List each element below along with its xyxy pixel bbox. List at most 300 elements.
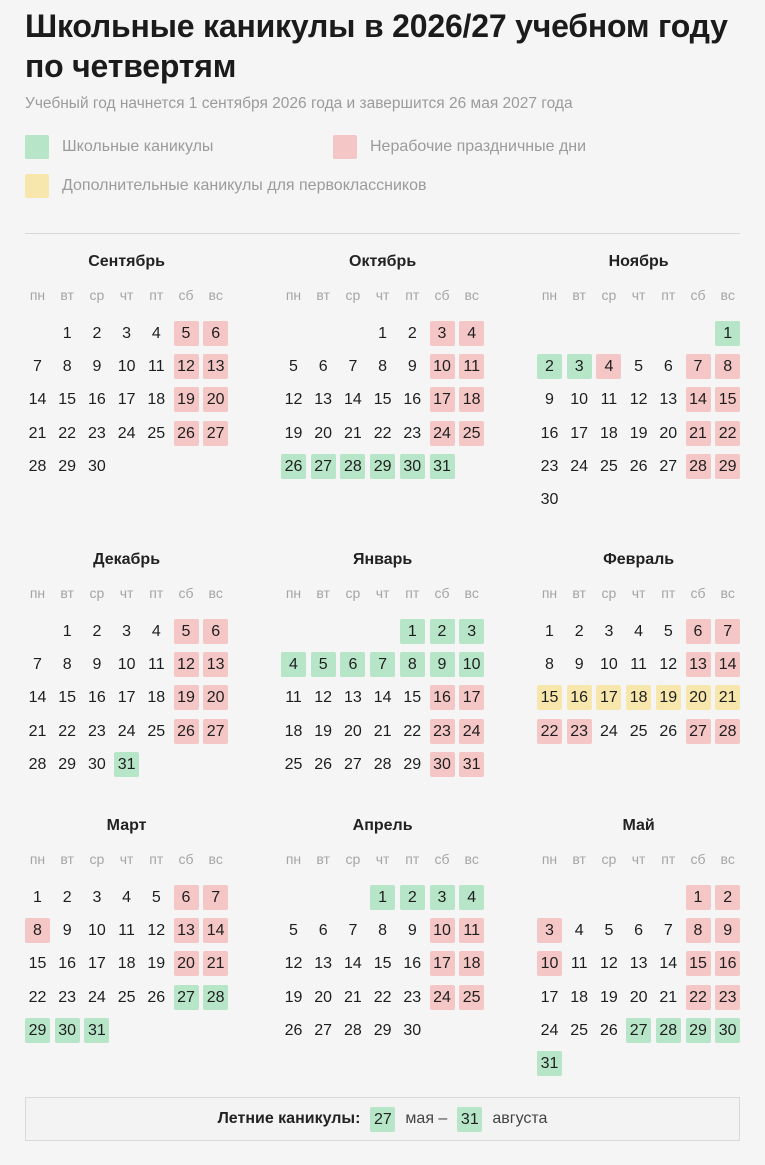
calendar-day: 13 [203,652,228,677]
calendar-day: 27 [626,1018,651,1043]
calendar-day: 7 [203,885,228,910]
calendar-day: 28 [28,755,47,773]
summer-holidays-box [25,1097,740,1141]
calendar-day: 18 [147,689,166,707]
month-title: Январь [352,551,413,568]
calendar-day: 10 [570,391,589,409]
weekday-label: пт [149,851,164,867]
weekday-label: вс [464,585,479,601]
weekday-label: чт [119,287,134,303]
calendar-day: 19 [656,685,681,710]
calendar-day: 6 [174,885,199,910]
calendar-day: 9 [574,656,584,674]
weekday-label: пн [29,585,46,601]
calendar-day: 18 [147,391,166,409]
calendar-day: 16 [567,685,592,710]
calendar-day: 11 [630,656,647,674]
calendar-day: 27 [174,985,199,1010]
calendar-day: 2 [92,623,102,640]
weekday-label: вт [316,287,330,303]
weekday-label: пт [149,287,164,303]
calendar-day: 1 [545,623,554,640]
calendar-day: 26 [174,719,199,744]
weekday-label: пт [149,585,164,601]
weekday-label: пн [541,287,558,303]
calendar-day: 25 [117,988,136,1006]
calendar-day: 1 [686,885,711,910]
calendar-day: 13 [629,955,648,973]
calendar-day: 8 [545,656,554,674]
weekday-label: сб [434,585,450,601]
calendar-day: 10 [117,358,136,376]
calendar-day: 29 [403,755,422,773]
calendar-day: 26 [281,454,306,479]
calendar-day: 15 [686,951,711,976]
calendar-day: 29 [715,454,740,479]
calendar-day: 16 [430,685,455,710]
calendar-day: 24 [117,424,136,442]
calendar-day: 25 [147,722,166,740]
calendar-day: 20 [343,722,362,740]
weekday-label: ср [601,287,617,303]
calendar-day: 7 [715,619,740,644]
weekday-label: сб [690,287,706,303]
calendar-day: 24 [87,988,106,1006]
calendar-day: 8 [25,918,50,943]
legend-label: Нерабочие праздничные дни [370,138,587,155]
calendar-day: 23 [403,988,422,1006]
calendar-day: 17 [459,685,484,710]
summer-start-month: мая – [405,1110,448,1127]
calendar-day: 12 [174,652,199,677]
calendar-day: 10 [430,918,455,943]
calendar-day: 24 [540,1021,559,1039]
calendar-day: 13 [343,689,362,707]
summer-end-day: 31 [457,1107,482,1132]
calendar-day: 18 [117,955,136,973]
weekday-label: пт [661,851,676,867]
calendar-day: 26 [147,988,166,1006]
calendar-day: 21 [373,722,392,740]
calendar-day: 19 [629,424,648,442]
calendar-day: 29 [58,755,77,773]
calendar-day: 23 [430,719,455,744]
calendar-day: 31 [537,1051,562,1076]
calendar-day: 8 [62,656,72,674]
calendar-day: 23 [87,722,106,740]
calendar-day: 4 [459,321,484,346]
weekday-label: чт [631,585,646,601]
calendar-day: 26 [314,755,333,773]
weekday-label: пн [541,851,558,867]
calendar-day: 7 [33,358,42,376]
calendar-day: 21 [28,424,47,442]
summer-end-month: августа [492,1110,548,1127]
weekday-label: сб [690,585,706,601]
calendar-day: 22 [686,985,711,1010]
calendar-day: 2 [574,623,584,640]
calendar-day: 20 [174,951,199,976]
weekday-label: чт [631,287,646,303]
weekday-label: сб [178,851,194,867]
calendar-day: 4 [281,652,306,677]
calendar-day: 28 [28,457,47,475]
legend-public-holidays [333,135,586,159]
calendar-day: 4 [151,623,161,640]
calendar-day: 13 [686,652,711,677]
calendar-day: 9 [62,922,72,940]
calendar-day: 10 [117,656,136,674]
calendar-day: 16 [715,951,740,976]
calendar-day: 8 [378,922,388,940]
weekday-label: чт [119,585,134,601]
calendar-day: 11 [570,955,588,973]
calendar-day: 4 [634,623,644,640]
calendar-day: 14 [203,918,228,943]
month-title: Сентябрь [88,253,165,270]
calendar-day: 27 [659,457,678,475]
calendar-day: 29 [686,1018,711,1043]
calendar-day: 12 [629,391,648,409]
calendar-day: 10 [599,656,618,674]
weekday-label: пн [285,851,302,867]
calendar-day: 5 [311,652,336,677]
calendar-day: 11 [285,689,302,707]
calendar-day: 5 [174,321,199,346]
calendar-day: 15 [373,955,392,973]
weekday-label: пт [661,287,676,303]
calendar-day: 23 [715,985,740,1010]
calendar-day: 29 [370,454,395,479]
weekday-label: вт [60,585,74,601]
weekday-label: вс [208,851,223,867]
calendar-day: 3 [459,619,484,644]
calendar-day: 20 [686,685,711,710]
calendar-day: 27 [203,421,228,446]
calendar-day: 3 [430,321,455,346]
weekday-label: пн [285,287,302,303]
calendar-day: 23 [87,424,106,442]
calendar-day: 31 [84,1018,109,1043]
calendar-day: 16 [87,689,106,707]
calendar-day: 2 [715,885,740,910]
month-title: Ноябрь [608,253,669,270]
weekday-label: вт [572,585,586,601]
weekday-label: вс [720,851,735,867]
calendar-day: 9 [92,358,102,376]
calendar-day: 19 [147,955,166,973]
calendar-day: 9 [715,918,740,943]
calendar-day: 11 [147,656,165,674]
calendar-day: 10 [537,951,562,976]
legend-swatch-yellow [25,174,49,198]
weekday-label: вт [572,851,586,867]
calendar-day: 17 [117,689,136,707]
calendar-day: 20 [659,424,678,442]
calendar-day: 5 [289,922,298,940]
calendar-day: 22 [58,424,77,442]
month-title: Май [622,817,655,834]
calendar-day: 14 [373,689,392,707]
calendar-day: 23 [58,988,77,1006]
calendar-day: 3 [430,885,455,910]
calendar-day: 2 [537,354,562,379]
calendar-day: 20 [314,988,333,1006]
calendar-day: 24 [430,985,455,1010]
calendar-day: 24 [599,722,618,740]
calendar-day: 13 [659,391,678,409]
calendar-day: 8 [686,918,711,943]
weekday-label: вс [464,851,479,867]
calendar-day: 28 [656,1018,681,1043]
calendar-day: 13 [203,354,228,379]
calendar-day: 12 [284,391,303,409]
calendar-day: 15 [403,689,422,707]
weekday-label: вс [464,287,479,303]
calendar-day: 28 [686,454,711,479]
calendar-day: 28 [373,755,392,773]
calendar-day: 18 [459,951,484,976]
month-title: Декабрь [93,551,161,568]
month-title: Октябрь [349,253,417,270]
calendar-day: 23 [403,424,422,442]
calendar-day: 22 [373,424,392,442]
calendar-day: 22 [715,421,740,446]
calendar-day: 1 [62,325,72,342]
calendar-day: 5 [634,358,644,376]
calendar-day: 6 [634,922,644,940]
calendar-day: 16 [58,955,77,973]
calendar-day: 12 [659,656,678,674]
weekday-label: пт [405,585,420,601]
weekday-label: сб [178,287,194,303]
weekday-label: сб [690,851,706,867]
calendar-day: 17 [570,424,589,442]
calendar-day: 15 [715,387,740,412]
calendar-day: 21 [28,722,47,740]
weekday-label: чт [631,851,646,867]
calendar-day: 3 [92,889,102,906]
calendar-day: 16 [87,391,106,409]
calendar-day: 30 [55,1018,80,1043]
weekday-label: ср [89,287,105,303]
calendar-day: 27 [343,755,362,773]
calendar-day: 13 [314,391,333,409]
calendar-day: 30 [430,752,455,777]
calendar-day: 23 [540,457,559,475]
calendar-day: 15 [58,391,77,409]
weekday-label: чт [375,585,390,601]
calendar-day: 27 [314,1021,333,1039]
weekday-label: ср [89,851,105,867]
weekday-label: вс [720,585,735,601]
calendar-day: 8 [378,358,388,376]
calendar-day: 12 [284,955,303,973]
calendar-day: 9 [430,652,455,677]
calendar-day: 25 [629,722,648,740]
calendar-day: 26 [659,722,678,740]
legend-label: Дополнительные каникулы для первоклассников [62,177,427,194]
calendar-day: 28 [203,985,228,1010]
weekday-label: ср [345,851,361,867]
calendar-day: 21 [659,988,678,1006]
calendar-day: 20 [629,988,648,1006]
legend-school-holidays [25,135,213,159]
calendar-day: 22 [537,719,562,744]
calendar-day: 27 [686,719,711,744]
weekday-label: ср [345,585,361,601]
calendar-day: 21 [715,685,740,710]
calendar-day: 14 [659,955,678,973]
calendar-day: 14 [28,689,47,707]
calendar-day: 18 [626,685,651,710]
weekday-label: чт [375,851,390,867]
calendar-day: 4 [122,889,132,906]
calendar-day: 14 [28,391,47,409]
calendar-day: 21 [203,951,228,976]
calendar-day: 25 [284,755,303,773]
weekday-label: вт [60,287,74,303]
calendar-day: 26 [284,1021,303,1039]
calendar-day: 16 [403,955,422,973]
calendar-day: 6 [318,922,328,940]
calendar-day: 19 [284,988,303,1006]
calendar-day: 22 [373,988,392,1006]
calendar-day: 20 [314,424,333,442]
calendar-day: 30 [403,1021,422,1039]
calendar-day: 30 [87,457,106,475]
calendar-day: 25 [459,985,484,1010]
calendar-day: 12 [174,354,199,379]
calendar-day: 15 [28,955,47,973]
calendar-day: 29 [373,1021,392,1039]
weekday-label: ср [345,287,361,303]
calendar-day: 1 [62,623,72,640]
weekday-label: чт [119,851,134,867]
calendar-day: 12 [314,689,333,707]
calendar-day: 8 [400,652,425,677]
calendar-day: 27 [203,719,228,744]
calendar-day: 14 [343,955,362,973]
legend-swatch-pink [333,135,357,159]
weekday-label: вс [208,287,223,303]
calendar-day: 22 [28,988,47,1006]
calendar-day: 28 [343,1021,362,1039]
calendar-day: 19 [174,685,199,710]
weekday-label: вт [316,851,330,867]
month-title: Апрель [352,817,413,834]
weekday-label: вт [60,851,74,867]
calendar-day: 16 [403,391,422,409]
calendar-day: 22 [403,722,422,740]
calendar-day: 10 [430,354,455,379]
calendar-day: 6 [318,358,328,376]
weekday-label: вт [572,287,586,303]
weekday-label: пн [285,585,302,601]
calendar-day: 21 [343,424,362,442]
calendar-day: 26 [174,421,199,446]
calendar-day: 5 [663,623,673,640]
calendar-day: 15 [537,685,562,710]
legend-label: Школьные каникулы [62,138,214,155]
calendar-day: 7 [348,358,358,376]
calendar-day: 24 [430,421,455,446]
calendar-day: 19 [284,424,303,442]
calendar-day: 1 [715,321,740,346]
calendar-day: 3 [122,325,132,342]
calendar-day: 8 [715,354,740,379]
calendar-day: 7 [663,922,673,940]
calendar-day: 5 [151,889,161,906]
calendar-day: 11 [147,358,165,376]
calendar-day: 8 [62,358,72,376]
calendar-day: 17 [87,955,106,973]
page-title: Школьные каникулы в 2026/27 учебном году по четвертям [25,8,728,84]
calendar-day: 31 [459,752,484,777]
calendar-day: 12 [147,922,166,940]
calendar-day: 19 [599,988,618,1006]
weekday-label: ср [89,585,105,601]
calendar-day: 11 [118,922,135,940]
calendar-day: 2 [92,325,102,342]
calendar-day: 17 [430,951,455,976]
calendar-day: 3 [567,354,592,379]
calendar-day: 5 [289,358,298,376]
month-title: Март [106,817,147,834]
legend-first-grade-holidays [25,174,426,198]
top-divider [25,233,740,234]
calendar-day: 11 [459,918,484,943]
calendar-day: 29 [58,457,77,475]
calendar-day: 9 [92,656,102,674]
calendar-day: 14 [715,652,740,677]
calendar-day: 18 [284,722,303,740]
calendar-day: 31 [430,454,455,479]
calendar-day: 21 [343,988,362,1006]
calendar-day: 25 [570,1021,589,1039]
weekday-label: вс [720,287,735,303]
calendar-day: 30 [400,454,425,479]
weekday-label: пн [29,287,46,303]
calendar-day: 30 [540,491,559,508]
calendar-day: 6 [686,619,711,644]
weekday-label: вс [208,585,223,601]
calendar-day: 1 [378,325,388,342]
calendar-day: 28 [715,719,740,744]
calendar-day: 10 [459,652,484,677]
calendar-day: 1 [400,619,425,644]
page-subtitle: Учебный год начнется 1 сентября 2026 года и завершится 26 мая 2027 года [25,95,573,112]
calendar-day: 13 [314,955,333,973]
calendar-day: 24 [459,719,484,744]
weekday-label: ср [601,585,617,601]
weekday-label: ср [601,851,617,867]
calendar-day: 10 [87,922,106,940]
calendar-day: 5 [604,922,614,940]
calendar-day: 17 [596,685,621,710]
legend-swatch-green [25,135,49,159]
weekday-label: пн [541,585,558,601]
calendar-day: 4 [574,922,584,940]
calendar-day: 24 [570,457,589,475]
weekday-label: чт [375,287,390,303]
calendar-day: 26 [629,457,648,475]
calendar-day: 3 [604,623,614,640]
calendar-day: 3 [122,623,132,640]
calendar-day: 25 [147,424,166,442]
calendar-day: 17 [430,387,455,412]
calendar-day: 25 [459,421,484,446]
